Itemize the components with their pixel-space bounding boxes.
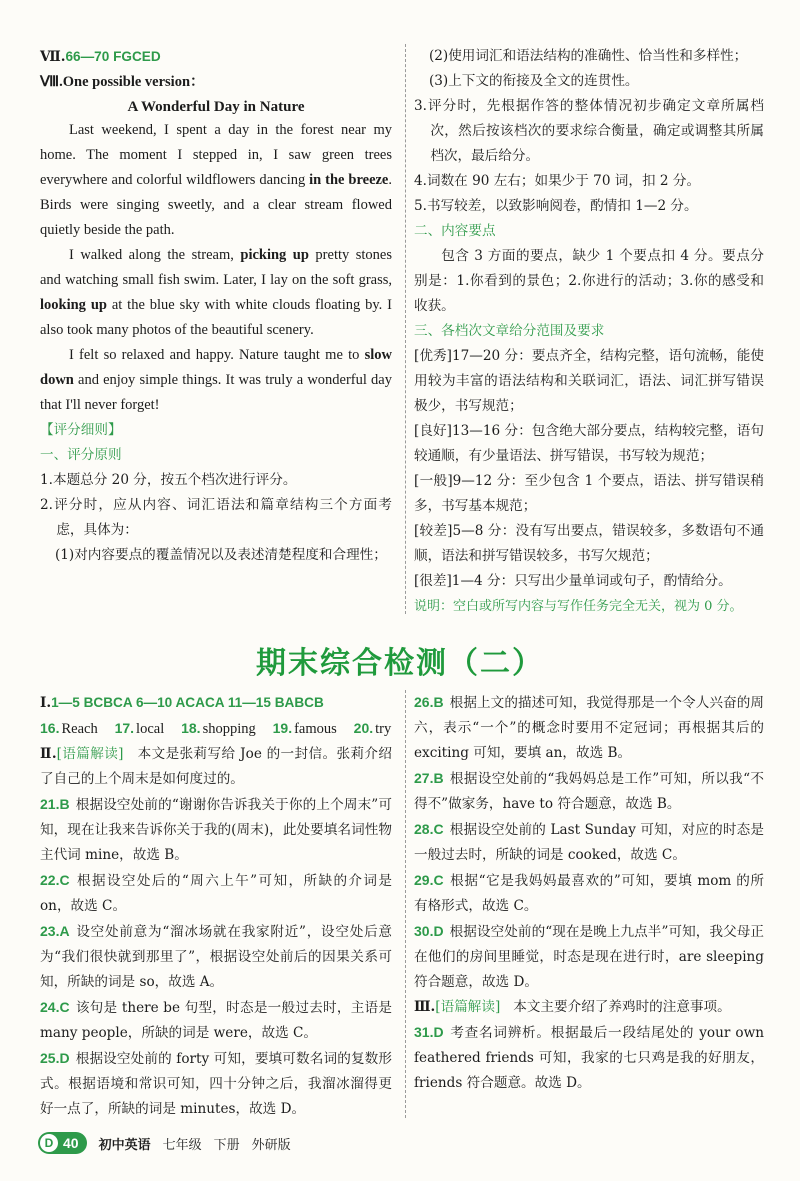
top-right-column: [414, 44, 764, 619]
essay-title: A Wonderful Day in Nature: [127, 99, 305, 115]
scoring-note: 说明：空白或所写内容与写作任务完全无关，视为 0 分。: [414, 599, 743, 614]
question-30: 30.D 根据设空处前的“现在是晚上九点半”可知，我父母正在他们的房间里睡觉，时态是现在进行时，are sleeping 符合题意，故选 D。: [414, 923, 764, 990]
rule-5: 5.书写较差，以致影响阅卷，酌情扣 1—2 分。: [414, 198, 698, 214]
grade-average: [一般]9—12 分：至少包含 1 个要点，语法、拼写错误稍多，书写基本规范；: [414, 473, 764, 514]
grade-excellent: [优秀]17—20 分：要点齐全，结构完整，语句流畅，能使用较为丰富的语法结构和关联词汇，语法、词汇拼写错误极少，书写规范；: [414, 348, 764, 414]
question-28: 28.C 根据设空处前的 Last Sunday 可知，对应的时态是一般过去时，所缺的词是 cooked，故选 C。: [414, 821, 764, 863]
answer-vii: Ⅶ.66—70 FGCED: [40, 49, 161, 65]
part-ii-intro: Ⅱ.[语篇解读] 本文是张莉写给 Joe 的一封信。张莉介绍了自己的上个周末是如何度过的。: [40, 746, 392, 787]
rule-3: 3.评分时，先根据作答的整体情况初步确定文章所属档次，然后按该档次的要求综合衡量，确定或调整其所属档次，最后给分。: [414, 98, 764, 164]
question-22: 22.C 根据设空处后的“周六上午”可知，所缺的介词是 on，故选 C。: [40, 872, 392, 914]
question-29: 29.C 根据“它是我妈妈最喜欢的”可知，要填 mom 的所有格形式，故选 C。: [414, 872, 764, 914]
bottom-column-divider: [405, 690, 406, 1118]
rule-2: 2.评分时，应从内容、词汇语法和篇章结构三个方面考虑，具体为：: [40, 497, 392, 538]
grades-heading: 三、各档次文章给分范围及要求: [414, 323, 605, 339]
question-21: 21.B 根据设空处前的“谢谢你告诉我关于你的上个周末”可知，现在让我来告诉你关于我的(周末)，此处要填名词性物主代词 mine，故选 B。: [40, 796, 392, 863]
rule-2-sub-1: (1)对内容要点的覆盖情况以及表述清楚程度和合理性；: [54, 547, 387, 563]
page-footer: [38, 1130, 291, 1156]
rule-4: 4.词数在 90 左右；如果少于 70 词，扣 2 分。: [414, 173, 701, 189]
rule-1: 1.本题总分 20 分，按五个档次进行评分。: [40, 472, 297, 488]
essay-paragraph-1: Last weekend, I spent a day in the forest near my home. The moment I stepped in, I saw green trees everywhere and colorful wildflowers dancing in the breeze. Birds were singing sweetly, and a clear stream flowed quietly beside the path.: [40, 122, 392, 238]
grade-poor: [较差]5—8 分：没有写出要点，错误较多，多数语句不通顺，语法和拼写错误较多，书写欠规范；: [414, 523, 764, 564]
answers-part-i: Ⅰ.1—5 BCBCA 6—10 ACACA 11—15 BABCB: [40, 695, 324, 711]
question-26: 26.B 根据上文的描述可知，我觉得那是一个令人兴奋的周六，表示“一个”的概念时要用不定冠词；再根据其后的 exciting 可知，要填 an，故选 B。: [414, 694, 764, 761]
question-27: 27.B 根据设空处前的“我妈妈总是工作”可知，所以我“不得不”做家务，have to 符合题意，故选 B。: [414, 770, 764, 812]
part-iii-intro: Ⅲ.[语篇解读] 本文主要介绍了养鸡时的注意事项。: [414, 999, 731, 1015]
footer-term: 下册: [213, 1137, 240, 1153]
grade-good: [良好]13—16 分：包含绝大部分要点，结构较完整，语句较通顺，有少量语法、拼写错误，书写较为规范；: [414, 423, 764, 464]
section-title: 期末综合检测（二）: [256, 646, 544, 681]
fill-answers: 16. Reach 17. local 18. shopping 19. famous 20. try: [40, 720, 392, 737]
rubric-tag: 【评分细则】: [40, 422, 122, 438]
question-23: 23.A 设空处前意为“溜冰场就在我家附近”，设空处后意为“我们很快就到那里了”，根据设空处前后的因果关系可知，所缺的词是 so，故选 A。: [40, 923, 392, 990]
footer-grade: 七年级: [162, 1137, 202, 1153]
essay-paragraph-2: I walked along the stream, picking up pretty stones and watching small fish swim. Later, I lay on the soft grass, looking up at the blue sky with white clouds floating by. I also took many photos of the beautiful scenery.: [40, 247, 392, 338]
page-number-badge: [38, 1132, 87, 1154]
question-24: 24.C 该句是 there be 句型，时态是一般过去时，主语是 many people，所缺的词是 were，故选 C。: [40, 999, 392, 1041]
essay-paragraph-3: I felt so relaxed and happy. Nature taught me to slow down and enjoy simple things. It was truly a wonderful day that I'll never forget!: [40, 347, 392, 413]
footer-edition: 外研版: [251, 1137, 291, 1153]
question-31: 31.D 考查名词辨析。根据最后一段结尾处的 your own feathered friends 可知，我家的七只鸡是我的好朋友，friends 符合题意。故选 D。: [414, 1024, 764, 1091]
badge-letter: D: [40, 1134, 58, 1152]
points-heading: 二、内容要点: [414, 223, 496, 239]
top-left-column: [40, 44, 392, 568]
section-viii-heading: Ⅷ.One possible version：: [40, 74, 205, 90]
principle-heading: 一、评分原则: [40, 447, 122, 463]
top-column-divider: [405, 44, 406, 614]
bottom-right-column: [414, 690, 764, 1096]
question-25: 25.D 根据设空处前的 forty 可知，要填可数名词的复数形式。根据语境和常识可知，四十分钟之后，我溜冰溜得更好一点了，所缺的词是 minutes，故选 D。: [40, 1050, 392, 1117]
rule-2-sub-2: (2)使用词汇和语法结构的准确性、恰当性和多样性；: [428, 48, 748, 64]
page-number: 40: [63, 1135, 79, 1151]
grade-very-poor: [很差]1—4 分：只写出少量单词或句子，酌情给分。: [414, 573, 732, 589]
points-text: 包含 3 方面的要点，缺少 1 个要点扣 4 分。要点分别是：1.你看到的景色；2.你进行的活动；3.你的感受和收获。: [414, 248, 764, 314]
bottom-left-column: [40, 690, 392, 1122]
footer-subject: 初中英语: [98, 1137, 151, 1153]
rule-2-sub-3: (3)上下文的衔接及全文的连贯性。: [428, 73, 639, 89]
